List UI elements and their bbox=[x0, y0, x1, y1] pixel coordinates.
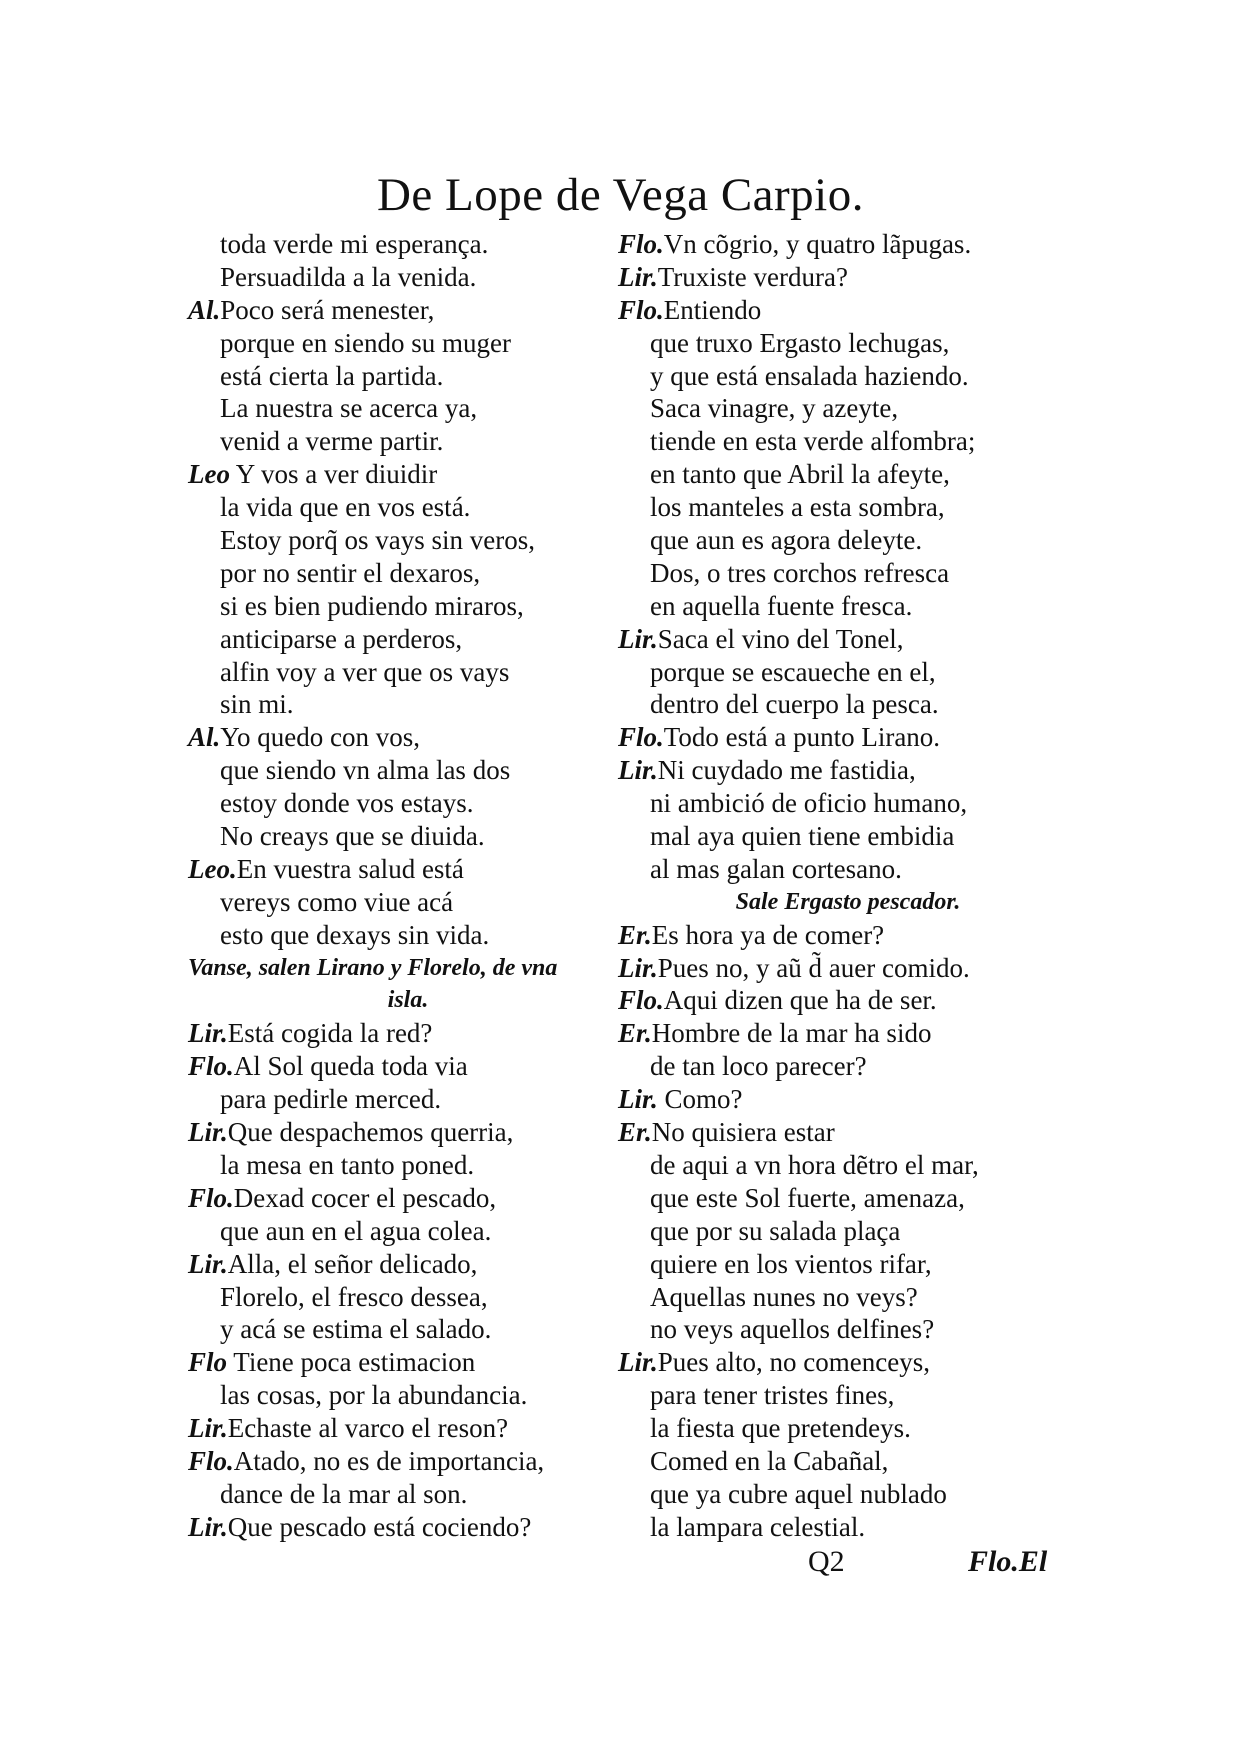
line-text: mal aya quien tiene embidia bbox=[650, 821, 955, 852]
line-text: Florelo, el fresco dessea, bbox=[220, 1281, 488, 1312]
verse-line bbox=[618, 524, 1078, 557]
verse-line bbox=[618, 853, 1078, 886]
verse-line bbox=[188, 688, 628, 721]
line-text: sin mi. bbox=[220, 689, 294, 720]
verse-line bbox=[618, 1412, 1078, 1445]
speaker-label: Lir. bbox=[188, 1018, 228, 1049]
verse-line bbox=[188, 458, 628, 491]
line-text: que truxo Ergasto lechugas, bbox=[650, 327, 950, 358]
verse-line bbox=[188, 294, 628, 327]
verse-line bbox=[618, 787, 1078, 820]
verse-line bbox=[188, 1083, 628, 1116]
verse-line bbox=[618, 294, 1078, 327]
line-text: Dexad cocer el pescado, bbox=[233, 1182, 497, 1213]
verse-line bbox=[618, 688, 1078, 721]
speaker-label: Al. bbox=[188, 722, 221, 753]
speaker-label: Flo bbox=[188, 1347, 228, 1378]
verse-line bbox=[618, 1478, 1078, 1511]
line-text: y acá se estima el salado. bbox=[220, 1314, 492, 1345]
verse-line bbox=[188, 623, 628, 656]
verse-line bbox=[618, 1215, 1078, 1248]
speaker-label: Lir. bbox=[618, 1347, 658, 1378]
verse-line bbox=[618, 919, 1078, 952]
verse-line bbox=[618, 1346, 1078, 1379]
line-text: quiere en los vientos rifar, bbox=[650, 1248, 932, 1279]
speaker-label: Flo. bbox=[188, 1182, 234, 1213]
line-text: que aun es agora deleyte. bbox=[650, 525, 923, 556]
speaker-label: Lir. bbox=[618, 1084, 658, 1115]
line-text: vereys como viue acá bbox=[220, 886, 454, 917]
line-text: dance de la mar al son. bbox=[220, 1478, 468, 1509]
line-text: en aquella fuente fresca. bbox=[650, 590, 913, 621]
line-text: Que pescado está cociendo? bbox=[227, 1511, 532, 1542]
line-text: Vanse, salen Lirano y Florelo, de vna bbox=[188, 954, 558, 981]
verse-line bbox=[618, 820, 1078, 853]
verse-line bbox=[188, 1182, 628, 1215]
verse-line bbox=[618, 1116, 1078, 1149]
line-text: Saca el vino del Tonel, bbox=[657, 623, 904, 654]
speaker-label: Lir. bbox=[618, 952, 658, 983]
speaker-label: Lir. bbox=[188, 1413, 228, 1444]
line-text: Es hora ya de comer? bbox=[651, 919, 885, 950]
page-header: De Lope de Vega Carpio. bbox=[376, 169, 864, 221]
verse-line bbox=[188, 1511, 628, 1544]
line-text: Pues no, y aũ d̃ auer comido. bbox=[657, 952, 970, 983]
speaker-label: Lir. bbox=[618, 755, 658, 786]
line-text: ni ambició de oficio humano, bbox=[650, 788, 968, 819]
speaker-label: Leo bbox=[188, 459, 230, 490]
line-text: no veys aquellos delfines? bbox=[650, 1314, 935, 1345]
verse-line bbox=[188, 1215, 628, 1248]
verse-line bbox=[188, 754, 628, 787]
verse-line bbox=[188, 360, 628, 393]
line-text: para pedirle merced. bbox=[220, 1084, 442, 1115]
line-text: al mas galan cortesano. bbox=[650, 853, 902, 884]
line-text: Vn cõgrio, y quatro lãpugas. bbox=[663, 229, 972, 259]
line-text: que siendo vn alma las dos bbox=[220, 755, 511, 786]
speaker-label: Flo. bbox=[618, 294, 664, 325]
verse-line bbox=[188, 1050, 628, 1083]
line-text: Yo quedo con vos, bbox=[220, 722, 421, 753]
speaker-label: Er. bbox=[618, 1117, 652, 1148]
line-text: Comed en la Cabañal, bbox=[650, 1445, 889, 1476]
speaker-label: Lir. bbox=[618, 261, 658, 292]
verse-line bbox=[618, 392, 1078, 425]
verse-line bbox=[188, 1346, 628, 1379]
line-text: porque se escaueche en el, bbox=[650, 656, 936, 687]
verse-line bbox=[188, 1313, 628, 1346]
line-text: No creays que se diuida. bbox=[220, 821, 485, 852]
left-column bbox=[188, 228, 628, 1544]
line-text: Poco será menester, bbox=[220, 294, 435, 325]
verse-line bbox=[188, 491, 628, 524]
speaker-label: Flo. bbox=[618, 985, 664, 1016]
line-text: la mesa en tanto poned. bbox=[220, 1149, 475, 1180]
line-text: Ni cuydado me fastidia, bbox=[657, 755, 916, 786]
line-text: que por su salada plaça bbox=[650, 1215, 901, 1246]
line-text: está cierta la partida. bbox=[220, 360, 444, 391]
verse-line bbox=[188, 590, 628, 623]
verse-line bbox=[618, 984, 1078, 1017]
line-text: estoy donde vos estays. bbox=[220, 788, 474, 819]
line-text: Y vos a ver diuidir bbox=[229, 459, 438, 490]
verse-line bbox=[618, 1083, 1078, 1116]
verse-line bbox=[618, 1445, 1078, 1478]
verse-line bbox=[618, 1313, 1078, 1346]
line-text: que aun en el agua colea. bbox=[220, 1215, 492, 1246]
line-text: las cosas, por la abundancia. bbox=[220, 1380, 528, 1411]
speaker-label: Lir. bbox=[618, 623, 658, 654]
line-text: Aquellas nunes no veys? bbox=[650, 1281, 918, 1312]
line-text: en tanto que Abril la afeyte, bbox=[650, 459, 950, 490]
line-text: Al Sol queda toda via bbox=[233, 1051, 468, 1082]
line-text: anticiparse a perderos, bbox=[220, 623, 463, 654]
verse-line bbox=[618, 557, 1078, 590]
line-text: isla. bbox=[387, 987, 429, 1014]
line-text: En vuestra salud está bbox=[236, 853, 464, 884]
verse-line bbox=[618, 1281, 1078, 1314]
verse-line bbox=[618, 327, 1078, 360]
line-text: Que despachemos querria, bbox=[227, 1117, 514, 1148]
verse-line bbox=[188, 1017, 628, 1050]
verse-line bbox=[618, 425, 1078, 458]
right-column bbox=[618, 228, 1078, 1544]
line-text: Aqui dizen que ha de ser. bbox=[663, 985, 937, 1016]
speaker-label: Al. bbox=[188, 294, 221, 325]
line-text: Hombre de la mar ha sido bbox=[651, 1018, 932, 1049]
line-text: Entiendo bbox=[663, 294, 762, 325]
verse-line bbox=[188, 327, 628, 360]
verse-line bbox=[618, 261, 1078, 294]
verse-line bbox=[618, 656, 1078, 689]
speaker-label: Lir. bbox=[188, 1511, 228, 1542]
verse-line bbox=[618, 952, 1078, 985]
verse-line bbox=[618, 721, 1078, 754]
verse-line bbox=[188, 919, 628, 952]
verse-line bbox=[188, 853, 628, 886]
line-text: Como? bbox=[657, 1084, 743, 1115]
speaker-label: Er. bbox=[618, 919, 652, 950]
line-text: La nuestra se acerca ya, bbox=[220, 393, 478, 424]
verse-line bbox=[188, 656, 628, 689]
verse-line bbox=[188, 1445, 628, 1478]
speaker-label: Flo. bbox=[188, 1445, 234, 1476]
line-text: Persuadilda a la venida. bbox=[220, 261, 477, 292]
catchword: Flo.El bbox=[968, 1545, 1048, 1578]
verse-line bbox=[188, 524, 628, 557]
speaker-label: Leo. bbox=[188, 853, 237, 884]
verse-line bbox=[188, 425, 628, 458]
speaker-label: Lir. bbox=[188, 1248, 228, 1279]
line-text: Dos, o tres corchos refresca bbox=[650, 557, 950, 588]
line-text: Tiene poca estimacion bbox=[227, 1347, 476, 1378]
line-text: Estoy porq̃ os vays sin veros, bbox=[220, 525, 535, 556]
stage-direction bbox=[188, 952, 628, 985]
verse-line bbox=[618, 1379, 1078, 1412]
speaker-label: Flo. bbox=[188, 1051, 234, 1082]
verse-line bbox=[618, 1182, 1078, 1215]
line-text: de aqui a vn hora dẽtro el mar, bbox=[650, 1149, 979, 1180]
speaker-label: Flo. bbox=[618, 722, 664, 753]
line-text: Alla, el señor delicado, bbox=[227, 1248, 478, 1279]
speaker-label: Er. bbox=[618, 1018, 652, 1049]
line-text: Truxiste verdura? bbox=[657, 261, 848, 292]
line-text: por no sentir el dexaros, bbox=[220, 557, 481, 588]
verse-line bbox=[188, 1149, 628, 1182]
line-text: dentro del cuerpo la pesca. bbox=[650, 689, 939, 720]
verse-line bbox=[618, 1511, 1078, 1544]
verse-line bbox=[618, 590, 1078, 623]
verse-line bbox=[188, 1379, 628, 1412]
line-text: tiende en esta verde alfombra; bbox=[650, 426, 976, 457]
line-text: porque en siendo su muger bbox=[220, 327, 511, 358]
verse-line bbox=[188, 392, 628, 425]
speaker-label: Lir. bbox=[188, 1117, 228, 1148]
line-text: y que está ensalada haziendo. bbox=[650, 360, 969, 391]
line-text: para tener tristes fines, bbox=[650, 1380, 895, 1411]
line-text: de tan loco parecer? bbox=[650, 1051, 867, 1082]
line-text: Está cogida la red? bbox=[227, 1018, 433, 1049]
verse-line bbox=[618, 1050, 1078, 1083]
line-text: esto que dexays sin vida. bbox=[220, 919, 490, 950]
verse-line bbox=[618, 1149, 1078, 1182]
verse-line bbox=[188, 1116, 628, 1149]
line-text: que este Sol fuerte, amenaza, bbox=[650, 1182, 965, 1213]
verse-line bbox=[188, 261, 628, 294]
verse-line bbox=[618, 1017, 1078, 1050]
verse-line bbox=[618, 360, 1078, 393]
line-text: Saca vinagre, y azeyte, bbox=[650, 393, 899, 424]
verse-line bbox=[188, 1281, 628, 1314]
line-text: que ya cubre aquel nublado bbox=[650, 1478, 947, 1509]
line-text: toda verde mi esperança. bbox=[220, 229, 489, 259]
verse-line bbox=[188, 1248, 628, 1281]
line-text: Sale Ergasto pescador. bbox=[735, 888, 961, 915]
verse-line bbox=[188, 886, 628, 919]
line-text: si es bien pudiendo miraros, bbox=[220, 590, 524, 621]
verse-line bbox=[188, 228, 628, 261]
line-text: Echaste al varco el reson? bbox=[227, 1413, 509, 1444]
line-text: No quisiera estar bbox=[651, 1117, 835, 1148]
verse-line bbox=[188, 1412, 628, 1445]
verse-line bbox=[188, 557, 628, 590]
line-text: Pues alto, no comenceys, bbox=[657, 1347, 930, 1378]
stage-direction bbox=[618, 886, 1078, 919]
verse-line bbox=[618, 754, 1078, 787]
line-text: venid a verme partir. bbox=[220, 426, 444, 457]
speaker-label: Flo. bbox=[618, 229, 664, 259]
verse-line bbox=[618, 623, 1078, 656]
stage-direction bbox=[188, 984, 628, 1017]
verse-line bbox=[188, 721, 628, 754]
line-text: alfin voy a ver que os vays bbox=[220, 656, 510, 687]
verse-line bbox=[618, 1248, 1078, 1281]
line-text: Todo está a punto Lirano. bbox=[663, 722, 941, 753]
verse-line bbox=[188, 820, 628, 853]
line-text: la fiesta que pretendeys. bbox=[650, 1413, 911, 1444]
verse-line bbox=[618, 228, 1078, 261]
line-text: Atado, no es de importancia, bbox=[233, 1445, 545, 1476]
line-text: la lampara celestial. bbox=[650, 1511, 866, 1542]
verse-line bbox=[618, 458, 1078, 491]
verse-line bbox=[188, 1478, 628, 1511]
signature-mark: Q2 bbox=[808, 1545, 845, 1578]
verse-line bbox=[188, 787, 628, 820]
line-text: los manteles a esta sombra, bbox=[650, 492, 945, 523]
line-text: la vida que en vos está. bbox=[220, 492, 471, 523]
verse-line bbox=[618, 491, 1078, 524]
